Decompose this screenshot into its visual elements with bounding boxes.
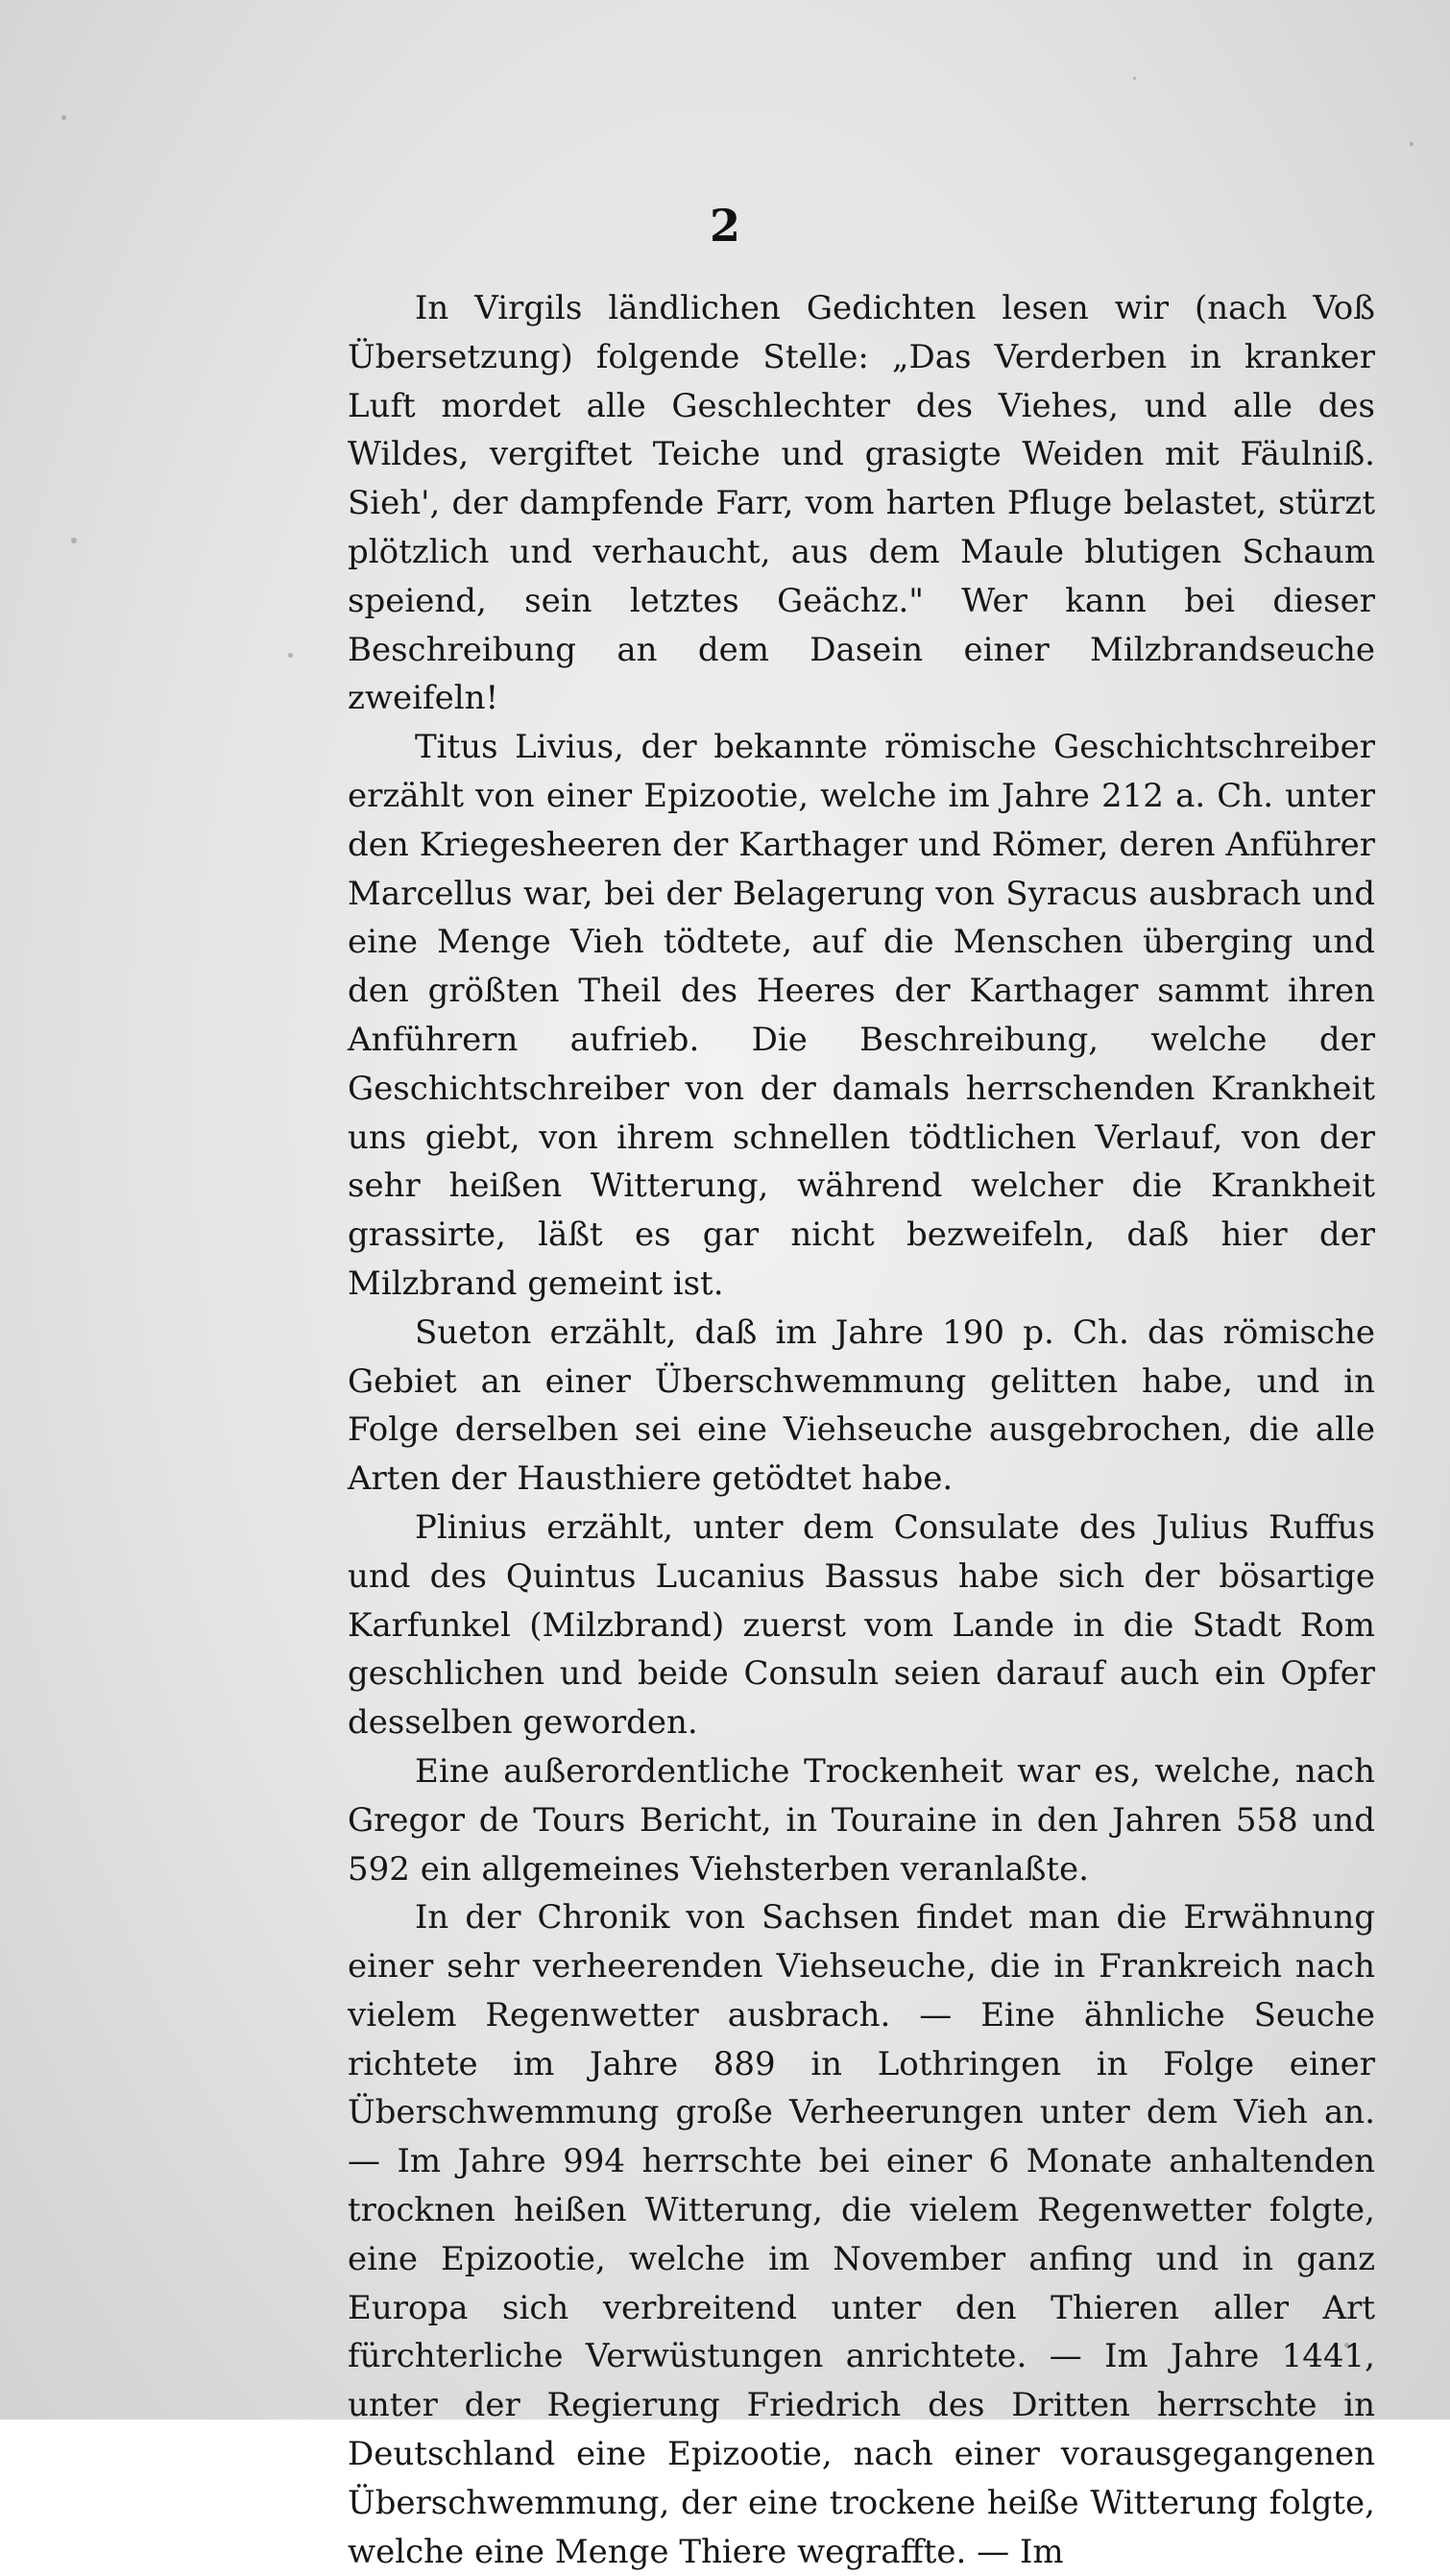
paper-speck xyxy=(1410,142,1414,146)
paper-speck xyxy=(71,538,77,543)
paragraph-virgil: In Virgils ländlichen Gedichten lesen wir (nach Voß Übersetzung) folgende Stelle: „Das Verderben in kranker Luft mordet alle Geschlechter des Viehes, und alle des Wildes, vergiftet Teiche und grasigte Weiden mit Fäulniß. Sieh', der dampfende Farr, vom harten Pfluge belastet, stürzt plötzlich und verhaucht, aus dem Maule blutigen Schaum speiend, sein letztes Geächz." Wer kann bei dieser Beschreibung an dem Dasein einer Milzbrandseuche zweifeln! xyxy=(348,289,1375,718)
paragraph-livius: Titus Livius, der bekannte römische Geschichtschreiber erzählt von einer Epizootie, welche im Jahre 212 a. Ch. unter den Kriegesheeren der Karthager und Römer, deren Anführer Marcellus war, bei der Belagerung von Syracus ausbrach und eine Menge Vieh tödtete, auf die Menschen überging und den größten Theil des Heeres der Karthager sammt ihren Anführern aufrieb. Die Beschreibung, welche der Geschichtschreiber von der damals herrschenden Krankheit uns giebt, von ihrem schnellen tödtlichen Verlauf, von der sehr heißen Witterung, während welcher die Krankheit grassirte, läßt es gar nicht bezweifeln, daß hier der Milzbrand gemeint ist. xyxy=(348,728,1375,1303)
page-number: 2 xyxy=(709,200,740,252)
paragraph-sueton: Sueton erzählt, daß im Jahre 190 p. Ch. das römische Gebiet an einer Überschwemmung gelitten habe, und in Folge derselben sei eine Viehseuche ausgebrochen, die alle Arten der Hausthiere getödtet habe. xyxy=(348,1312,1375,1499)
paper-speck xyxy=(1133,77,1136,80)
paragraph-chronik: In der Chronik von Sachsen findet man die Erwähnung einer sehr verheerenden Viehseuche, die in Frankreich nach vielem Regenwetter ausbrach. — Eine ähnliche Seuche richtete im Jahre 889 in Lothringen in Folge einer Überschwemmung große Verheerungen unter dem Vieh an. — Im Jahre 994 herrschte bei einer 6 Monate anhaltenden trocknen heißen Witterung, die vielem Regenwetter folgte, eine Epizootie, welche im November anfing und in ganz Europa sich verbreitend unter den Thieren aller Art fürchterliche Verwüstungen anrichtete. — Im Jahre 1441, unter der Regierung Friedrich des Dritten herrschte in Deutschland eine Epizootie, nach einer vorausgegangenen Überschwemmung, der eine trockene heiße Witterung folgte, welche eine Menge Thiere wegraffte. — Im xyxy=(348,1898,1375,2571)
paper-speck xyxy=(61,115,66,120)
paragraph-plinius: Plinius erzählt, unter dem Consulate des Julius Ruffus und des Quintus Lucanius Bassus habe sich der bösartige Karfunkel (Milzbrand) zuerst vom Lande in die Stadt Rom geschlichen und beide Consuln seien darauf auch ein Opfer desselben geworden. xyxy=(348,1507,1375,1743)
paragraph-gregor: Eine außerordentliche Trockenheit war es, welche, nach Gregor de Tours Bericht, in Touraine in den Jahren 558 und 592 ein allgemeines Viehsterben veranlaßte. xyxy=(348,1751,1375,1889)
paper-speck xyxy=(288,653,293,658)
body-text xyxy=(348,284,1375,2576)
